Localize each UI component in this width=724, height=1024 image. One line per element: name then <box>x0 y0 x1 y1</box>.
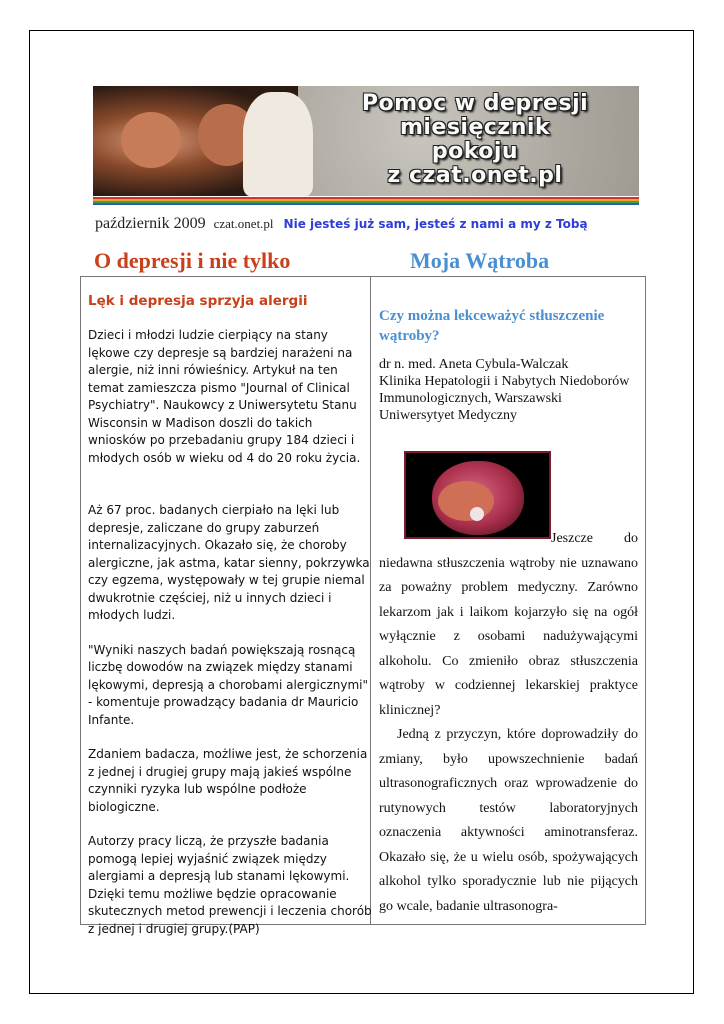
left-article-paragraph: Autorzy pracy liczą, że przyszłe badania pomogą lepiej wyjaśnić związek między alergiami a depresją lub stanami lękowymi. Dzięki temu możliwe będzie opracowanie skutecznych metod prewencji i leczenia chorób z jednej i drugiej grupy.(PAP) <box>88 834 372 936</box>
banner-title-line: Pomoc w depresji <box>361 91 589 116</box>
header-banner <box>93 86 639 196</box>
left-article-paragraph: Zdaniem badacza, możliwe jest, że schorzenia z jednej i drugiej grupy mają jakieś wspólne czynniki ryzyka lub wspólne podłoże biologiczne. <box>88 747 368 814</box>
banner-title-line: z czat.onet.pl <box>387 163 563 188</box>
right-article-header <box>379 306 638 424</box>
issue-header <box>95 215 655 233</box>
issue-date: październik 2009 <box>95 215 206 232</box>
right-article-heading: Czy można lekceważyć stłuszczenie wątroby? <box>379 308 605 344</box>
banner-photo <box>93 86 298 196</box>
banner-title-line: miesięcznik <box>399 115 551 140</box>
right-article-body <box>379 527 638 919</box>
banner-title <box>315 92 635 188</box>
author-affiliation: Klinika Hepatologii i Nabytych Niedoborów Immunologicznych, Warszawski Uniwersytyet Medyczny <box>379 374 630 423</box>
section-title-left: O depresji i nie tylko <box>94 248 291 273</box>
site-name: czat.onet.pl <box>213 216 274 231</box>
ct-scan-border <box>404 451 551 539</box>
right-article-paragraph: Jeszcze do niedawna stłuszczenia wątroby nie uznawano za poważny problem medyczny. Zarówno lekarzom jak i laikom kojarzyło się na ogół wyłącznie z osobami nadużywającymi alkoholu. Co zmieniło obraz stłuszczenia wątroby w codziennej lekarskiej praktyce klinicznej? <box>379 531 638 718</box>
section-title-right: Moja Wątroba <box>410 248 550 273</box>
left-article-paragraph: Dzieci i młodzi ludzie cierpiący na stany lękowe czy depresje są bardziej narażeni na alergie, niż inni rówieśnicy. Artykuł na ten temat zamieszcza pismo "Journal of Clinical Psychiatry". Naukowcy z Uniwersytetu Stanu Wisconsin w Madison doszli do takich wniosków po przebadaniu grupy 184 dzieci i młodych osób w wieku od 4 do 20 roku życia. <box>88 328 361 465</box>
left-article-paragraph: "Wyniki naszych badań powiększają rosnącą liczbę dowodów na związek między stanami lękowymi, depresją a chorobami alergicznymi" - komentuje prowadzący badania dr Mauricio Infante. <box>88 642 368 727</box>
slogan: Nie jesteś już sam, jesteś z nami a my z Tobą <box>283 217 588 231</box>
right-article-paragraph: Jedną z przyczyn, które doprowadziły do zmiany, było upowszechnienie badań ultrasonograficznych oraz wprowadzenie do rutynowych testów laboratoryjnych oznaczenia aktywności aminotransferaz. Okazało się, że u wielu osób, spożywających alkohol tylko sporadycznie lub nie pijących go wcale, badanie ultrasonogra- <box>379 727 638 914</box>
stripe <box>93 203 639 205</box>
left-article <box>88 291 373 955</box>
left-article-paragraph: Aż 67 proc. badanych cierpiało na lęki lub depresje, zaliczane do grupy zaburzeń internalizacyjnych. Okazało się, że choroby alergiczne, jak astma, katar sienny, pokrzywka czy egzema, występowały w tej grupie niemal dwukrotnie częściej, niż u innych dzieci i młodych ludzi. <box>88 503 370 622</box>
left-article-heading: Lęk i depresja sprzyja alergii <box>88 293 308 309</box>
author-name: dr n. med. Aneta Cybula-Walczak <box>379 357 569 372</box>
banner-title-line: pokoju <box>431 139 519 164</box>
banner-stripes <box>93 197 639 205</box>
